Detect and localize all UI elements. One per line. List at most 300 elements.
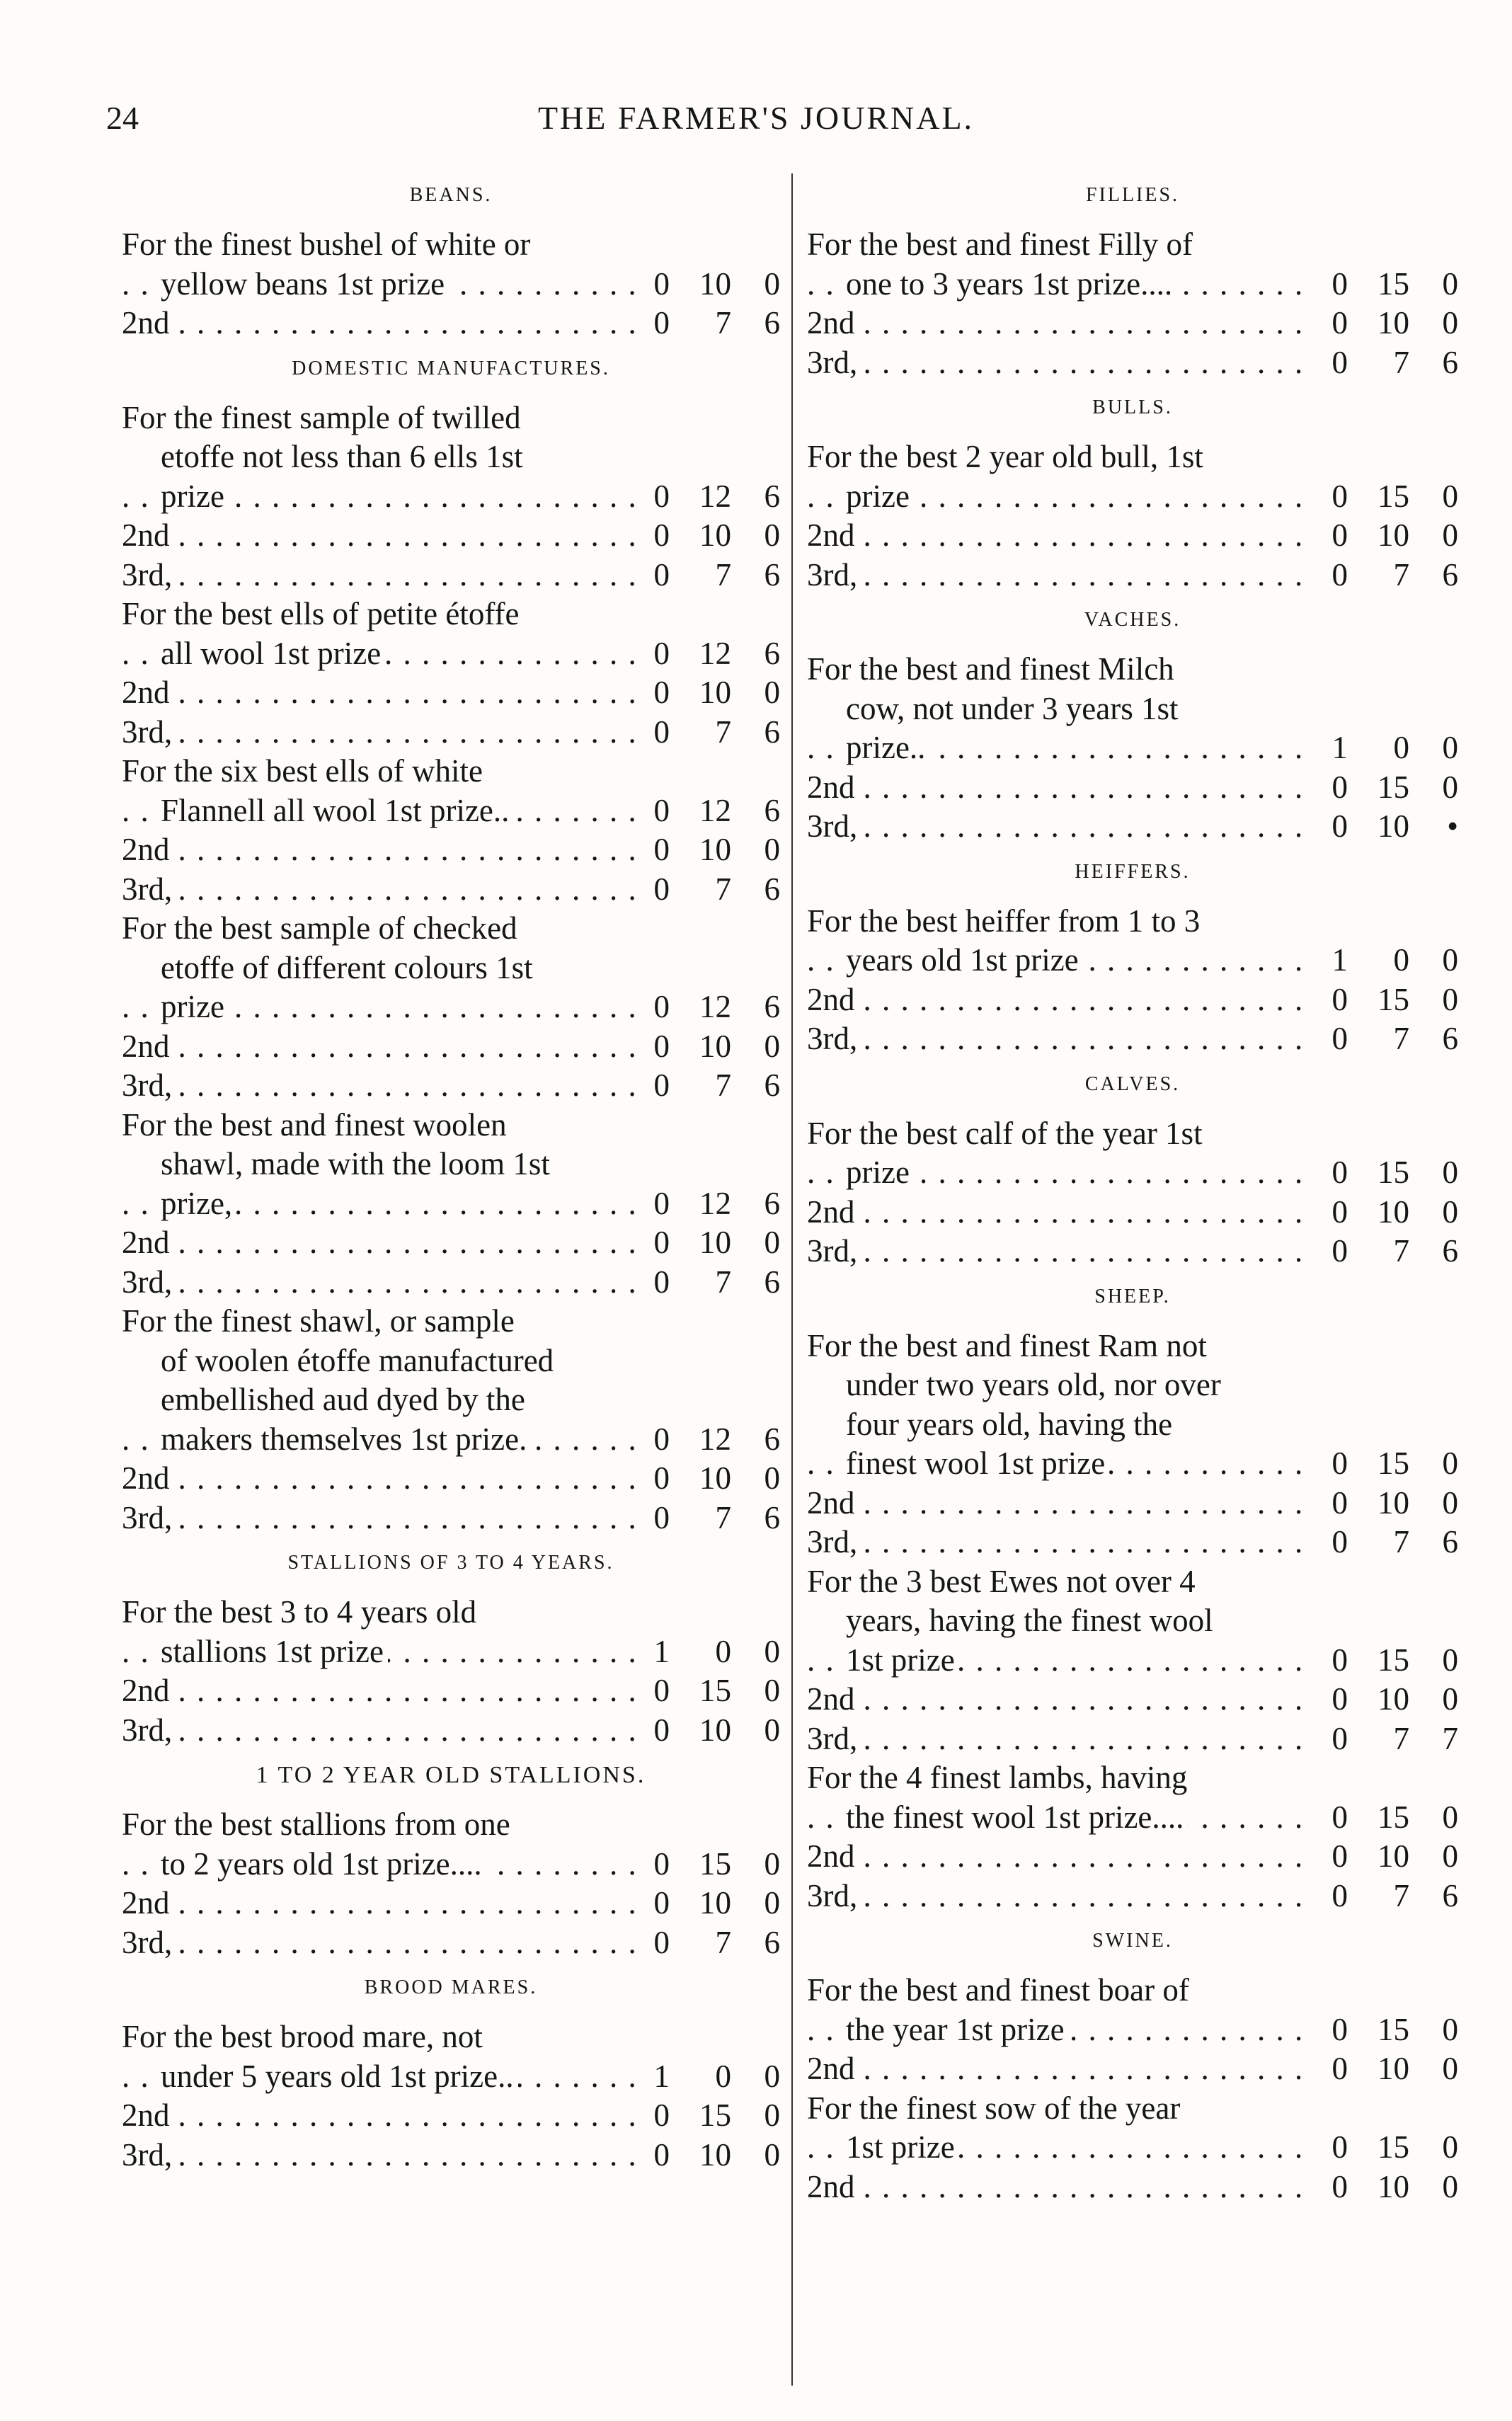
entry-line <box>122 909 780 949</box>
prize-amount <box>634 1223 780 1263</box>
amount-pounds: 0 <box>653 2136 670 2173</box>
section-heading: 1 TO 2 YEAR OLD STALLIONS. <box>256 1762 646 1788</box>
prize-amount <box>634 265 780 304</box>
entry-line <box>122 1223 780 1263</box>
amount-shillings: 10 <box>699 265 731 302</box>
entry-line <box>122 1845 780 1884</box>
prize-amount <box>634 1711 780 1751</box>
entry-text: under two years old, nor over <box>846 1367 1225 1402</box>
entry-text: 2nd <box>807 1194 859 1230</box>
section-heading: DOMESTIC MANUFACTURES. <box>292 357 610 379</box>
amount-pounds: 0 <box>1331 1877 1348 1913</box>
prize-entry <box>807 1232 1458 1271</box>
prize-amount <box>634 830 780 870</box>
entry-line <box>122 265 780 304</box>
entry-text: prize, <box>161 1186 236 1221</box>
amount-pounds: 0 <box>653 305 670 340</box>
prize-entry <box>122 304 780 343</box>
amount-pence: 6 <box>1442 344 1458 380</box>
amount-pence: 6 <box>764 1264 780 1300</box>
entry-line <box>122 1632 780 1672</box>
entry-line <box>122 2018 780 2057</box>
amount-pence: 6 <box>1442 1877 1458 1913</box>
amount-pence: 0 <box>764 2058 780 2094</box>
prize-entry <box>122 713 780 752</box>
entry-text: For the best and finest Ram not <box>807 1328 1211 1363</box>
entry-line <box>807 1193 1458 1232</box>
entry-line <box>807 728 1458 768</box>
amount-pence: 6 <box>764 714 780 750</box>
prize-amount <box>634 791 780 831</box>
amount-pounds: 0 <box>1331 2129 1348 2165</box>
prize-amount <box>634 1499 780 1538</box>
entry-line <box>807 516 1458 556</box>
entry-line <box>807 1232 1458 1271</box>
entry-line <box>807 1758 1458 1798</box>
prize-amount <box>1312 1641 1458 1681</box>
amount-pence: 0 <box>764 1460 780 1496</box>
amount-shillings: 7 <box>1393 1720 1409 1756</box>
amount-pounds: 0 <box>1331 1446 1348 1481</box>
amount-pounds: 0 <box>653 1460 670 1496</box>
prize-amount <box>634 1923 780 1963</box>
amount-shillings: 7 <box>715 1924 731 1960</box>
entry-line <box>807 437 1458 477</box>
prize-entry <box>122 1805 780 1884</box>
amount-shillings: 15 <box>699 2097 731 2133</box>
entry-text: 1st prize <box>846 2129 959 2165</box>
amount-shillings: 10 <box>699 1028 731 1064</box>
entry-line <box>122 225 780 265</box>
entry-text: For the best and finest Milch <box>807 651 1179 687</box>
entry-line <box>807 1877 1458 1916</box>
running-head: THE FARMER'S JOURNAL. <box>537 100 975 136</box>
entry-line <box>122 1499 780 1538</box>
entry-text: prize <box>846 1155 914 1190</box>
amount-pence: 0 <box>764 1845 780 1882</box>
amount-pounds: 0 <box>1331 1799 1348 1835</box>
prize-entry <box>122 830 780 870</box>
entry-text: 2nd <box>122 517 174 553</box>
amount-shillings: 7 <box>1393 1233 1409 1269</box>
entry-line <box>807 1562 1458 1602</box>
prize-entry <box>122 1106 780 1224</box>
prize-amount <box>1312 304 1458 343</box>
entry-text: For the best heiffer from 1 to 3 <box>807 903 1204 939</box>
entry-text: 1st prize <box>846 1642 959 1678</box>
prize-entry <box>807 556 1458 595</box>
entry-text: 3rd, <box>122 1068 176 1103</box>
prize-amount <box>1312 1153 1458 1193</box>
prize-entry <box>807 650 1458 768</box>
prize-entry <box>807 980 1458 1020</box>
prize-entry <box>122 2018 780 2096</box>
prize-entry <box>807 1523 1458 1562</box>
page-number: 24 <box>106 100 139 136</box>
entry-line <box>122 2136 780 2175</box>
entry-line <box>807 1601 1458 1641</box>
prize-amount <box>1312 1193 1458 1232</box>
prize-amount <box>634 1632 780 1672</box>
prize-entry <box>807 1484 1458 1523</box>
entry-text: 2nd <box>122 1225 174 1260</box>
entry-text: 3rd, <box>122 1500 176 1535</box>
entry-line <box>122 1106 780 1145</box>
entry-line <box>122 1380 780 1420</box>
entry-text: prize <box>161 989 229 1024</box>
entry-text: 3rd, <box>807 1233 861 1269</box>
prize-entry <box>807 1193 1458 1232</box>
amount-shillings: 0 <box>1393 942 1409 978</box>
amount-pounds: 0 <box>653 478 670 514</box>
amount-shillings: 10 <box>1378 305 1409 340</box>
amount-pounds: 0 <box>653 989 670 1024</box>
prize-entry <box>122 752 780 830</box>
prize-amount <box>634 1066 780 1106</box>
entry-line <box>807 941 1458 980</box>
amount-shillings: 15 <box>1378 1642 1409 1678</box>
amount-shillings: 7 <box>715 1068 731 1103</box>
entry-text: the finest wool 1st prize.... <box>846 1799 1188 1835</box>
prize-entry <box>807 1758 1458 1837</box>
amount-shillings: 0 <box>715 1633 731 1669</box>
prize-entry <box>807 1719 1458 1759</box>
entry-text: 2nd <box>807 1681 859 1717</box>
amount-pence: 6 <box>764 635 780 671</box>
entry-text: 2nd <box>122 1673 174 1708</box>
amount-pence: 6 <box>764 1499 780 1535</box>
entry-line <box>122 1066 780 1106</box>
prize-entry <box>807 902 1458 980</box>
right-column <box>807 170 1458 2207</box>
entry-line <box>807 2128 1458 2168</box>
entry-line <box>122 791 780 831</box>
prize-entry <box>122 909 780 1027</box>
prize-entry <box>807 437 1458 516</box>
entry-line <box>122 437 780 477</box>
entry-line <box>122 673 780 713</box>
prize-amount <box>1312 1877 1458 1916</box>
entry-text: four years old, having the <box>846 1407 1176 1442</box>
entry-line <box>122 1593 780 1632</box>
amount-pence: 0 <box>764 1633 780 1669</box>
amount-pence: 0 <box>1442 478 1458 514</box>
amount-pounds: 0 <box>1331 344 1348 380</box>
prize-amount <box>1312 1444 1458 1484</box>
entry-line <box>807 807 1458 847</box>
amount-shillings: 12 <box>699 989 731 1024</box>
amount-shillings: 10 <box>1378 1681 1409 1717</box>
amount-pounds: 0 <box>1331 2051 1348 2086</box>
entry-text: 2nd <box>807 2051 859 2086</box>
entry-text: makers themselves 1st prize. <box>161 1421 531 1457</box>
entry-text: Flannell all wool 1st prize.. <box>161 793 513 828</box>
prize-entry <box>122 2136 780 2175</box>
entry-text: 3rd, <box>807 1878 861 1913</box>
amount-pence: 6 <box>764 305 780 340</box>
amount-pence: 6 <box>764 871 780 907</box>
prize-entry <box>807 1327 1458 1484</box>
prize-amount <box>634 477 780 517</box>
entry-line <box>122 988 780 1027</box>
prize-amount <box>634 1420 780 1460</box>
amount-pounds: 0 <box>1331 556 1348 593</box>
prize-amount <box>1312 728 1458 768</box>
amount-pence: 0 <box>764 1673 780 1708</box>
entry-text: 3rd, <box>807 1721 861 1756</box>
amount-shillings: 10 <box>1378 1194 1409 1230</box>
entry-text: embellished aud dyed by the <box>161 1382 529 1417</box>
amount-shillings: 7 <box>1393 556 1409 593</box>
amount-shillings: 7 <box>1393 1524 1409 1559</box>
prize-amount <box>1312 1232 1458 1271</box>
prize-amount <box>1312 980 1458 1020</box>
prize-amount <box>634 2057 780 2097</box>
prize-entry <box>807 516 1458 556</box>
amount-pence: 6 <box>764 478 780 514</box>
amount-shillings: 7 <box>1393 344 1409 380</box>
amount-pounds: 0 <box>1331 1524 1348 1559</box>
entry-text: 3rd, <box>122 1925 176 1960</box>
entry-line <box>807 343 1458 383</box>
amount-shillings: 10 <box>699 832 731 867</box>
entry-line <box>122 1263 780 1303</box>
entry-text: cow, not under 3 years 1st <box>846 691 1182 726</box>
amount-pence: 7 <box>1442 1720 1458 1756</box>
amount-pounds: 1 <box>653 2058 670 2094</box>
prize-amount <box>634 1184 780 1224</box>
prize-entry <box>122 1302 780 1459</box>
entry-text: For the best and finest woolen <box>122 1107 511 1143</box>
amount-pounds: 0 <box>1331 1233 1348 1269</box>
amount-pounds: 0 <box>653 1185 670 1221</box>
prize-entry <box>807 1019 1458 1059</box>
entry-text: For the best ells of petite étoffe <box>122 596 524 631</box>
entry-line <box>122 477 780 517</box>
amount-pounds: 0 <box>653 556 670 593</box>
amount-pounds: 0 <box>1331 517 1348 553</box>
amount-pounds: 0 <box>653 675 670 710</box>
entry-text: 2nd <box>807 1485 859 1521</box>
prize-amount <box>1312 1798 1458 1838</box>
entry-text: 2nd <box>122 1885 174 1921</box>
prize-amount <box>1312 1680 1458 1719</box>
amount-pence: 0 <box>764 1712 780 1748</box>
entry-text: For the best and finest Filly of <box>807 227 1197 262</box>
entry-text: finest wool 1st prize <box>846 1446 1109 1481</box>
entry-text: 2nd <box>122 305 174 340</box>
amount-pence: 0 <box>1442 981 1458 1017</box>
amount-shillings: 10 <box>1378 2168 1409 2204</box>
amount-pounds: 0 <box>1331 265 1348 302</box>
amount-pounds: 0 <box>653 1225 670 1260</box>
amount-pounds: 0 <box>1331 808 1348 844</box>
amount-pounds: 0 <box>653 1499 670 1535</box>
entry-line <box>122 1884 780 1923</box>
amount-pounds: 0 <box>1331 1720 1348 1756</box>
amount-shillings: 7 <box>1393 1021 1409 1056</box>
prize-amount <box>1312 1719 1458 1759</box>
amount-shillings: 10 <box>699 1712 731 1748</box>
entry-text: to 2 years old 1st prize.... <box>161 1846 486 1882</box>
entry-text: stallions 1st prize <box>161 1634 388 1669</box>
amount-shillings: 12 <box>699 1185 731 1221</box>
prize-entry <box>122 399 780 517</box>
amount-pounds: 0 <box>653 1068 670 1103</box>
amount-shillings: 12 <box>699 792 731 828</box>
amount-pence: 0 <box>1442 2051 1458 2086</box>
amount-pence: 0 <box>764 2097 780 2133</box>
amount-pence: 0 <box>1442 2129 1458 2165</box>
amount-pence: 6 <box>1442 1233 1458 1269</box>
entry-text: prize.. <box>846 730 929 765</box>
prize-entry <box>807 1971 1458 2049</box>
entry-line <box>807 265 1458 304</box>
amount-pence: 0 <box>1442 2011 1458 2047</box>
prize-amount <box>1312 2049 1458 2089</box>
amount-pounds: 0 <box>1331 478 1348 514</box>
entry-text: 3rd, <box>122 871 176 907</box>
amount-pence: 0 <box>1442 769 1458 805</box>
entry-line <box>122 1923 780 1963</box>
amount-pence: 0 <box>1442 1838 1458 1874</box>
amount-pence: 0 <box>764 265 780 302</box>
amount-pounds: 0 <box>1331 1642 1348 1678</box>
entry-text: For the finest shawl, or sample <box>122 1303 519 1339</box>
entry-text: 3rd, <box>122 557 176 593</box>
prize-entry <box>122 516 780 556</box>
prize-entry <box>807 304 1458 343</box>
entry-line <box>122 634 780 674</box>
amount-shillings: 15 <box>1378 478 1409 514</box>
prize-entry <box>807 1562 1458 1681</box>
column-divider <box>791 173 793 2386</box>
amount-pounds: 0 <box>653 1028 670 1064</box>
entry-line <box>807 304 1458 343</box>
prize-amount <box>634 1845 780 1884</box>
entry-line <box>807 1366 1458 1405</box>
prize-entry <box>122 556 780 595</box>
entry-text: the year 1st prize <box>846 2012 1069 2047</box>
amount-pence: 0 <box>1442 1446 1458 1481</box>
amount-shillings: 12 <box>699 1421 731 1457</box>
section-heading: SHEEP. <box>1094 1285 1171 1307</box>
prize-amount <box>634 673 780 713</box>
entry-text: yellow beans 1st prize <box>161 266 449 302</box>
amount-pence: 0 <box>764 2136 780 2173</box>
amount-pence: 6 <box>764 1421 780 1457</box>
amount-shillings: 10 <box>699 2136 731 2173</box>
entry-line <box>807 1719 1458 1759</box>
prize-entry <box>807 1114 1458 1193</box>
amount-shillings: 10 <box>699 517 731 553</box>
amount-pounds: 0 <box>653 714 670 750</box>
amount-shillings: 10 <box>699 675 731 710</box>
section-heading: CALVES. <box>1084 1072 1181 1095</box>
amount-pounds: 0 <box>653 1712 670 1748</box>
amount-pence: 0 <box>1442 1194 1458 1230</box>
amount-pounds: 0 <box>1331 2168 1348 2204</box>
entry-line <box>807 1798 1458 1838</box>
prize-entry <box>122 1066 780 1106</box>
amount-shillings: 7 <box>1393 1877 1409 1913</box>
amount-pounds: 0 <box>653 1885 670 1921</box>
entry-text: one to 3 years 1st prize.... <box>846 266 1176 302</box>
prize-entry <box>807 225 1458 304</box>
amount-shillings: 10 <box>1378 2051 1409 2086</box>
amount-shillings: 12 <box>699 478 731 514</box>
entry-line <box>807 980 1458 1020</box>
amount-shillings: 7 <box>715 305 731 340</box>
entry-line <box>807 1153 1458 1193</box>
prize-entry <box>807 768 1458 808</box>
section-heading: BROOD MARES. <box>364 1976 538 1998</box>
amount-pounds: 0 <box>1331 1021 1348 1056</box>
entry-text: 3rd, <box>122 714 176 750</box>
entry-line <box>122 595 780 634</box>
prize-entry <box>122 1923 780 1963</box>
entry-line <box>807 1837 1458 1877</box>
entry-text: shawl, made with the loom 1st <box>161 1146 554 1181</box>
entry-text: 2nd <box>122 1029 174 1064</box>
amount-pounds: 0 <box>1331 2011 1348 2047</box>
entry-text: 3rd, <box>807 345 861 380</box>
prize-amount <box>1312 2010 1458 2050</box>
amount-pounds: 0 <box>653 871 670 907</box>
section-heading: BEANS. <box>409 184 493 206</box>
entry-text: 3rd, <box>807 1021 861 1056</box>
amount-pence: 6 <box>764 792 780 828</box>
section-heading: SWINE. <box>1092 1930 1173 1952</box>
amount-shillings: 7 <box>715 714 731 750</box>
amount-shillings: 10 <box>699 1225 731 1260</box>
entry-text: 3rd, <box>122 1712 176 1748</box>
amount-pounds: 0 <box>653 832 670 867</box>
entry-line <box>122 1671 780 1711</box>
prize-entry <box>807 1680 1458 1719</box>
amount-pence: 0 <box>764 1225 780 1260</box>
amount-shillings: 0 <box>1393 730 1409 765</box>
amount-pence: 0 <box>1442 1799 1458 1835</box>
entry-text: 2nd <box>122 675 174 710</box>
entry-text: For the best and finest boar of <box>807 1972 1193 2008</box>
amount-shillings: 15 <box>699 1673 731 1708</box>
entry-line <box>122 399 780 438</box>
prize-amount <box>634 556 780 595</box>
prize-amount <box>1312 2128 1458 2168</box>
prize-entry <box>807 2089 1458 2168</box>
entry-text: For the best 3 to 4 years old <box>122 1594 481 1630</box>
entry-line <box>122 1459 780 1499</box>
entry-line <box>807 1971 1458 2010</box>
prize-amount <box>634 713 780 752</box>
prize-entry <box>122 1671 780 1711</box>
entry-line <box>807 1444 1458 1484</box>
prize-amount <box>634 870 780 910</box>
prize-entry <box>122 1499 780 1538</box>
amount-pence: 0 <box>764 517 780 553</box>
entry-text: For the best stallions from one <box>122 1807 515 1842</box>
entry-line <box>807 2049 1458 2089</box>
entry-line <box>122 2096 780 2136</box>
amount-shillings: 12 <box>699 635 731 671</box>
amount-shillings: 7 <box>715 1499 731 1535</box>
entry-line <box>807 650 1458 689</box>
entry-text: For the finest bushel of white or <box>122 227 534 262</box>
prize-amount <box>634 988 780 1027</box>
entry-text: 2nd <box>122 1460 174 1496</box>
amount-shillings: 15 <box>1378 981 1409 1017</box>
